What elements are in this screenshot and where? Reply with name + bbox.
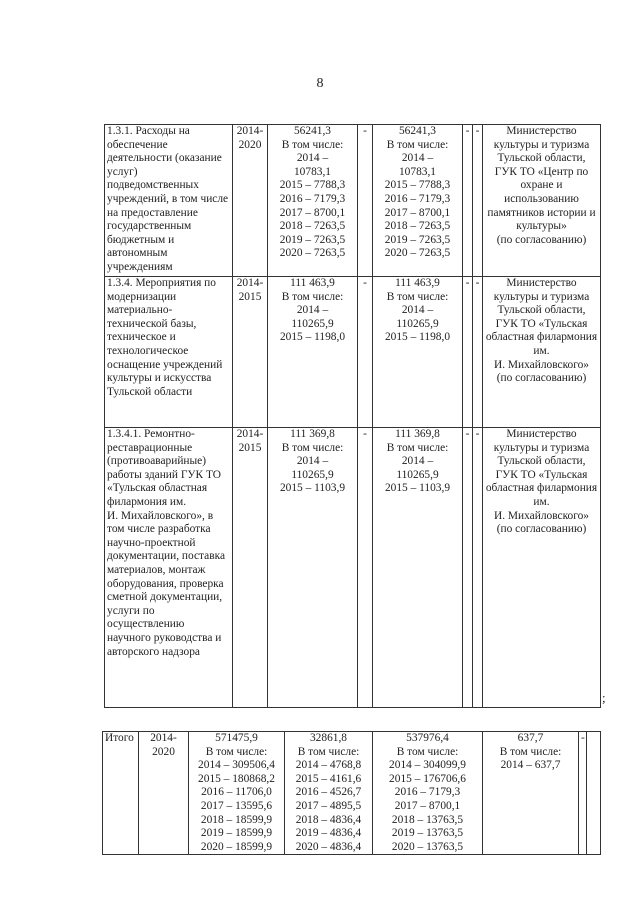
measure-executor: Министерство культуры и туризма Тульской области, ГУК ТО «Тульская областная филармония им. И. Михайловского» (по согласованию) [483,428,601,708]
measure-total: 111 463,9 В том числе: 2014 – 110265,9 2015 – 1198,0 [268,277,358,428]
measure-col-c: - [473,125,483,277]
measure-total: 111 369,8 В том числе: 2014 – 110265,9 2015 – 1103,9 [268,428,358,708]
total-years: 2014- 2020 [139,732,189,855]
measure-col-a: - [358,277,373,428]
measure-col-b: - [463,125,473,277]
total-local: 637,7 В том числе: 2014 – 637,7 [483,732,579,855]
measure-total: 56241,3 В том числе: 2014 – 10783,1 2015 – 7788,3 2016 – 7179,3 2017 – 8700,1 2018 – 7263,5 2019 – 7263,5 2020 – 7263,5 [268,125,358,277]
measure-regional: 111 463,9 В том числе: 2014 – 110265,9 2015 – 1198,0 [373,277,463,428]
measure-col-c: - [473,277,483,428]
measure-regional: 56241,3 В том числе: 2014 – 10783,1 2015 – 7788,3 2016 – 7179,3 2017 – 8700,1 2018 – 7263,5 2019 – 7263,5 2020 – 7263,5 [373,125,463,277]
measure-years: 2014- 2020 [233,125,268,277]
measure-col-a: - [358,428,373,708]
table-row [105,428,601,708]
trailing-semicolon: ; [602,690,606,705]
total-label: Итого [103,732,139,855]
totals-table [102,731,601,855]
total-empty-cell [587,732,601,855]
measures-table [104,124,601,708]
measure-name: 1.3.4.1. Ремонтно-реставрационные (противоаварийные) работы зданий ГУК ТО «Тульская областная филармония им. И. Михайловского», в том числе разработка научно-проектной документации, поставка материалов, монтаж оборудования, проверка сметной документации, услуги по осуществлению научного руководства и авторского надзора [105,428,233,708]
total-federal: 32861,8 В том числе: 2014 – 4768,8 2015 – 4161,6 2016 – 4526,7 2017 – 4895,5 2018 – 4836,4 2019 – 4836,4 2020 – 4836,4 [285,732,373,855]
table-row [103,732,601,855]
measure-name: 1.3.1. Расходы на обеспечение деятельности (оказание услуг) подведомственных учреждений, в том числе на предоставление государственным бюджетным и автономным учреждениям [105,125,233,277]
page-number: 8 [316,76,324,91]
table-row [105,125,601,277]
measure-executor: Министерство культуры и туризма Тульской области, ГУК ТО «Центр по охране и использованию памятников истории и культуры» (по согласованию) [483,125,601,277]
total-col-c: - [579,732,587,855]
measure-name: 1.3.4. Мероприятия по модернизации материально-технической базы, техническое и технологическое оснащение учреждений культуры и искусства Тульской области [105,277,233,428]
measure-col-b: - [463,277,473,428]
measure-col-b: - [463,428,473,708]
measure-years: 2014- 2015 [233,428,268,708]
total-all: 571475,9 В том числе: 2014 – 309506,4 2015 – 180868,2 2016 – 11706,0 2017 – 13595,6 2018 – 18599,9 2019 – 18599,9 2020 – 18599,9 [189,732,285,855]
table-row [105,277,601,428]
measure-executor: Министерство культуры и туризма Тульской области, ГУК ТО «Тульская областная филармония им. И. Михайловского» (по согласованию) [483,277,601,428]
measure-col-a: - [358,125,373,277]
total-regional: 537976,4 В том числе: 2014 – 304099,9 2015 – 176706,6 2016 – 7179,3 2017 – 8700,1 2018 – 13763,5 2019 – 13763,5 2020 – 13763,5 [373,732,483,855]
measure-regional: 111 369,8 В том числе: 2014 – 110265,9 2015 – 1103,9 [373,428,463,708]
measure-col-c: - [473,428,483,708]
measure-years: 2014- 2015 [233,277,268,428]
